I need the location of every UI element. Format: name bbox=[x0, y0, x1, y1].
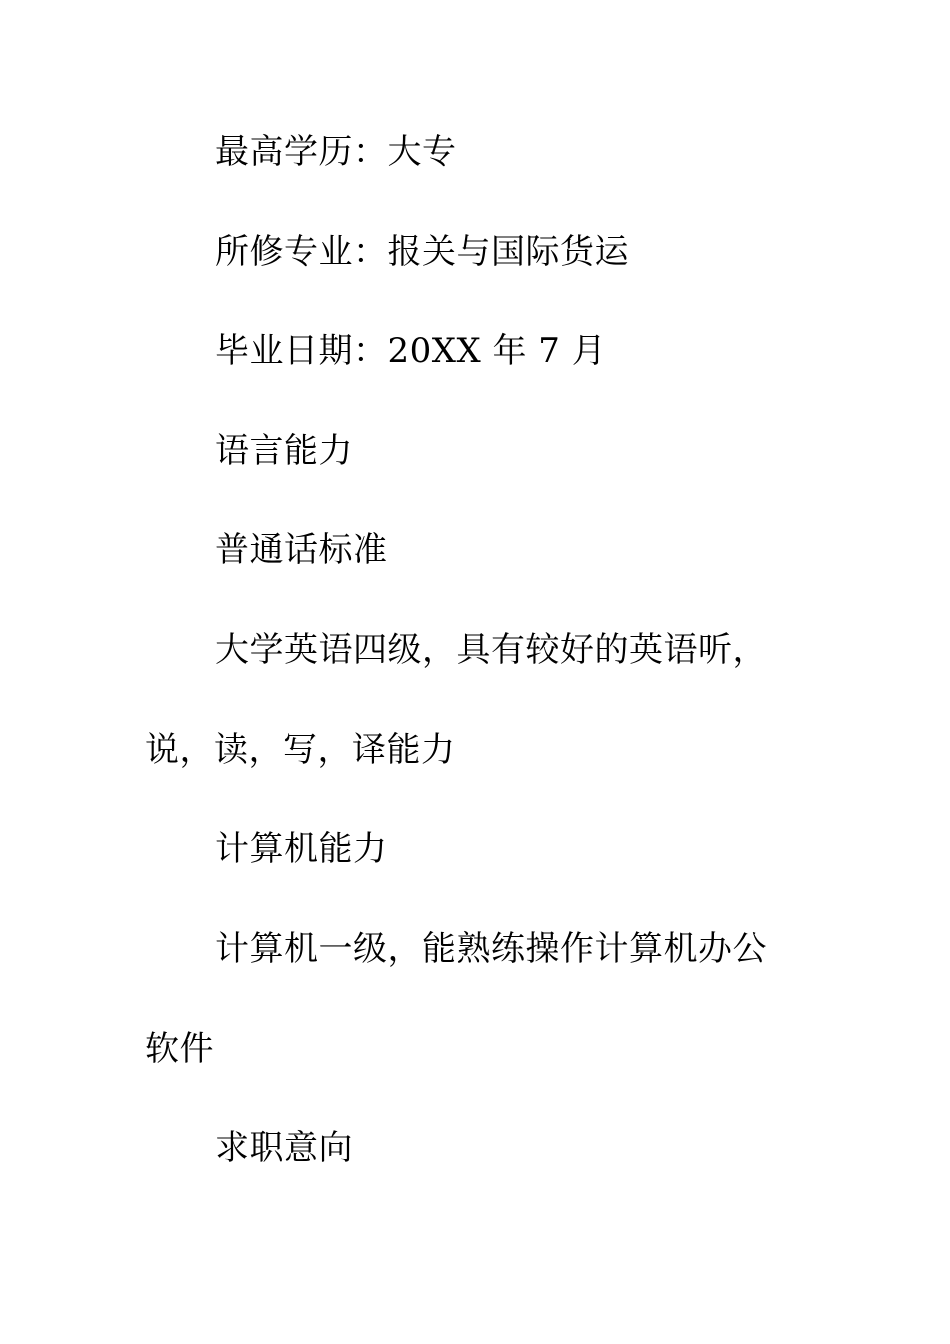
computer-level-line-1: 计算机一级，能熟练操作计算机办公 bbox=[215, 929, 767, 969]
job-intention-heading: 求职意向 bbox=[215, 1128, 353, 1168]
graduation-date: 毕业日期：20XX 年 7 月 bbox=[215, 331, 607, 371]
mandarin-level: 普通话标准 bbox=[215, 530, 388, 570]
english-level-line-1: 大学英语四级，具有较好的英语听， bbox=[215, 630, 767, 670]
language-ability-heading: 语言能力 bbox=[215, 431, 353, 471]
major: 所修专业：报关与国际货运 bbox=[215, 232, 629, 272]
computer-level-line-2: 软件 bbox=[145, 1029, 214, 1069]
computer-ability-heading: 计算机能力 bbox=[215, 829, 388, 869]
education-level: 最高学历：大专 bbox=[215, 132, 457, 172]
english-level-line-2: 说，读，写，译能力 bbox=[145, 730, 456, 770]
